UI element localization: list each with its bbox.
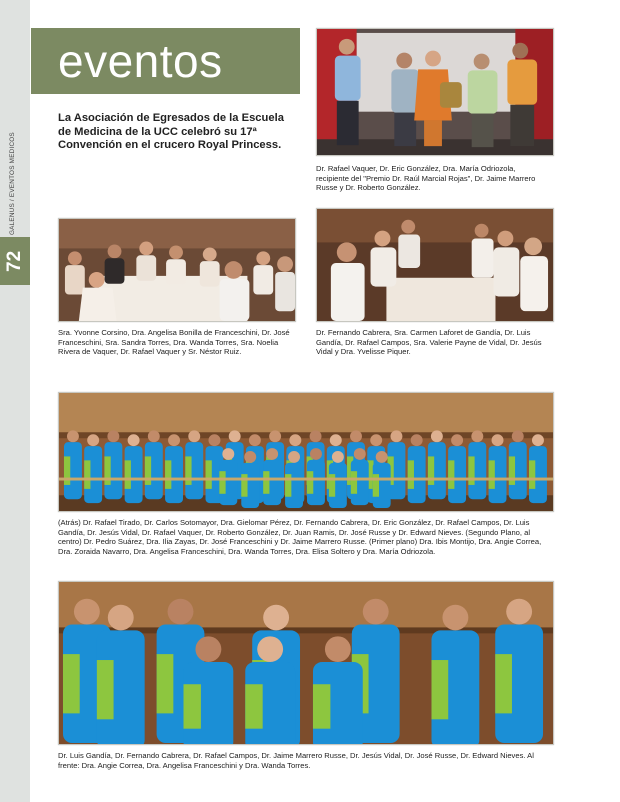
dinner-left-photo (58, 218, 296, 322)
award-photo (316, 28, 554, 156)
side-strip (0, 0, 30, 802)
group-wide-photo (58, 392, 554, 512)
section-title: eventos (58, 35, 223, 87)
section-side-label: GALENUS / EVENTOS MEDICOS (9, 132, 16, 235)
group-close-photo (58, 581, 554, 745)
dinner-left-caption: Sra. Yvonne Corsino, Dra. Angelisa Bonilla de Franceschini, Dr. José Franceschini, Sra. Sandra Torres, Dra. Wanda Torres, Sra. Noelia Rivera de Vaquer, Dr. Rafael Vaquer y Sr. Néstor Ruiz. (58, 328, 290, 357)
group-wide-caption: (Atrás) Dr. Rafael Tirado, Dr. Carlos Sotomayor, Dra. Gielomar Pérez, Dr. Fernando Cabrera, Dr. Eric González, Dr. Rafael Campos, Dr. Luis Gandía, Dr. Jesús Vidal, Dr. Rafael Vaquer, Dr. Roberto González, Dr. Juan Ramis, Dr. José Russe y Dr. Edward Nieves. (Segundo Plano, al centro) Dr. Pedro Suárez, Dra. Ilia Zayas, Dr. José Franceschini y Dr. Jaime Marrero Russe. (Primer plano) Dra. Ibis Montijo, Dra. Angie Correa, Dra. Zoraida Navarro, Dra. Angelisa Franceschini, Dra. Wanda Torres, Dra. Elisa Soltero y Dra. María Odriozola. (58, 518, 542, 556)
intro-text: La Asociación de Egresados de la Escuela de Medicina de la UCC celebró su 17ª Convención en el crucero Royal Princess. (58, 112, 284, 152)
award-caption: Dr. Rafael Vaquer, Dr. Eric González, Dra. María Odriozola, recipiente del "Premio Dr. Raúl Marcial Rojas", Dr. Jaime Marrero Russe y Dr. Roberto González. (316, 164, 536, 193)
dinner-right-caption: Dr. Fernando Cabrera, Sra. Carmen Laforet de Gandía, Dr. Luis Gandía, Dr. Rafael Campos, Sra. Valerie Payne de Vidal, Dr. Jesús Vidal y Dra. Yvelisse Piquer. (316, 328, 542, 357)
dinner-right-photo (316, 208, 554, 322)
group-close-caption: Dr. Luis Gandía, Dr. Fernando Cabrera, Dr. Rafael Campos, Dr. Jaime Marrero Russe, Dr. Jesús Vidal, Dr. José Russe, Dr. Edward Nieves. Al frente: Dra. Angie Correa, Dra. Angelisa Franceschini y Dra. Wanda Torres. (58, 751, 534, 770)
page-number: 72 (4, 250, 25, 272)
